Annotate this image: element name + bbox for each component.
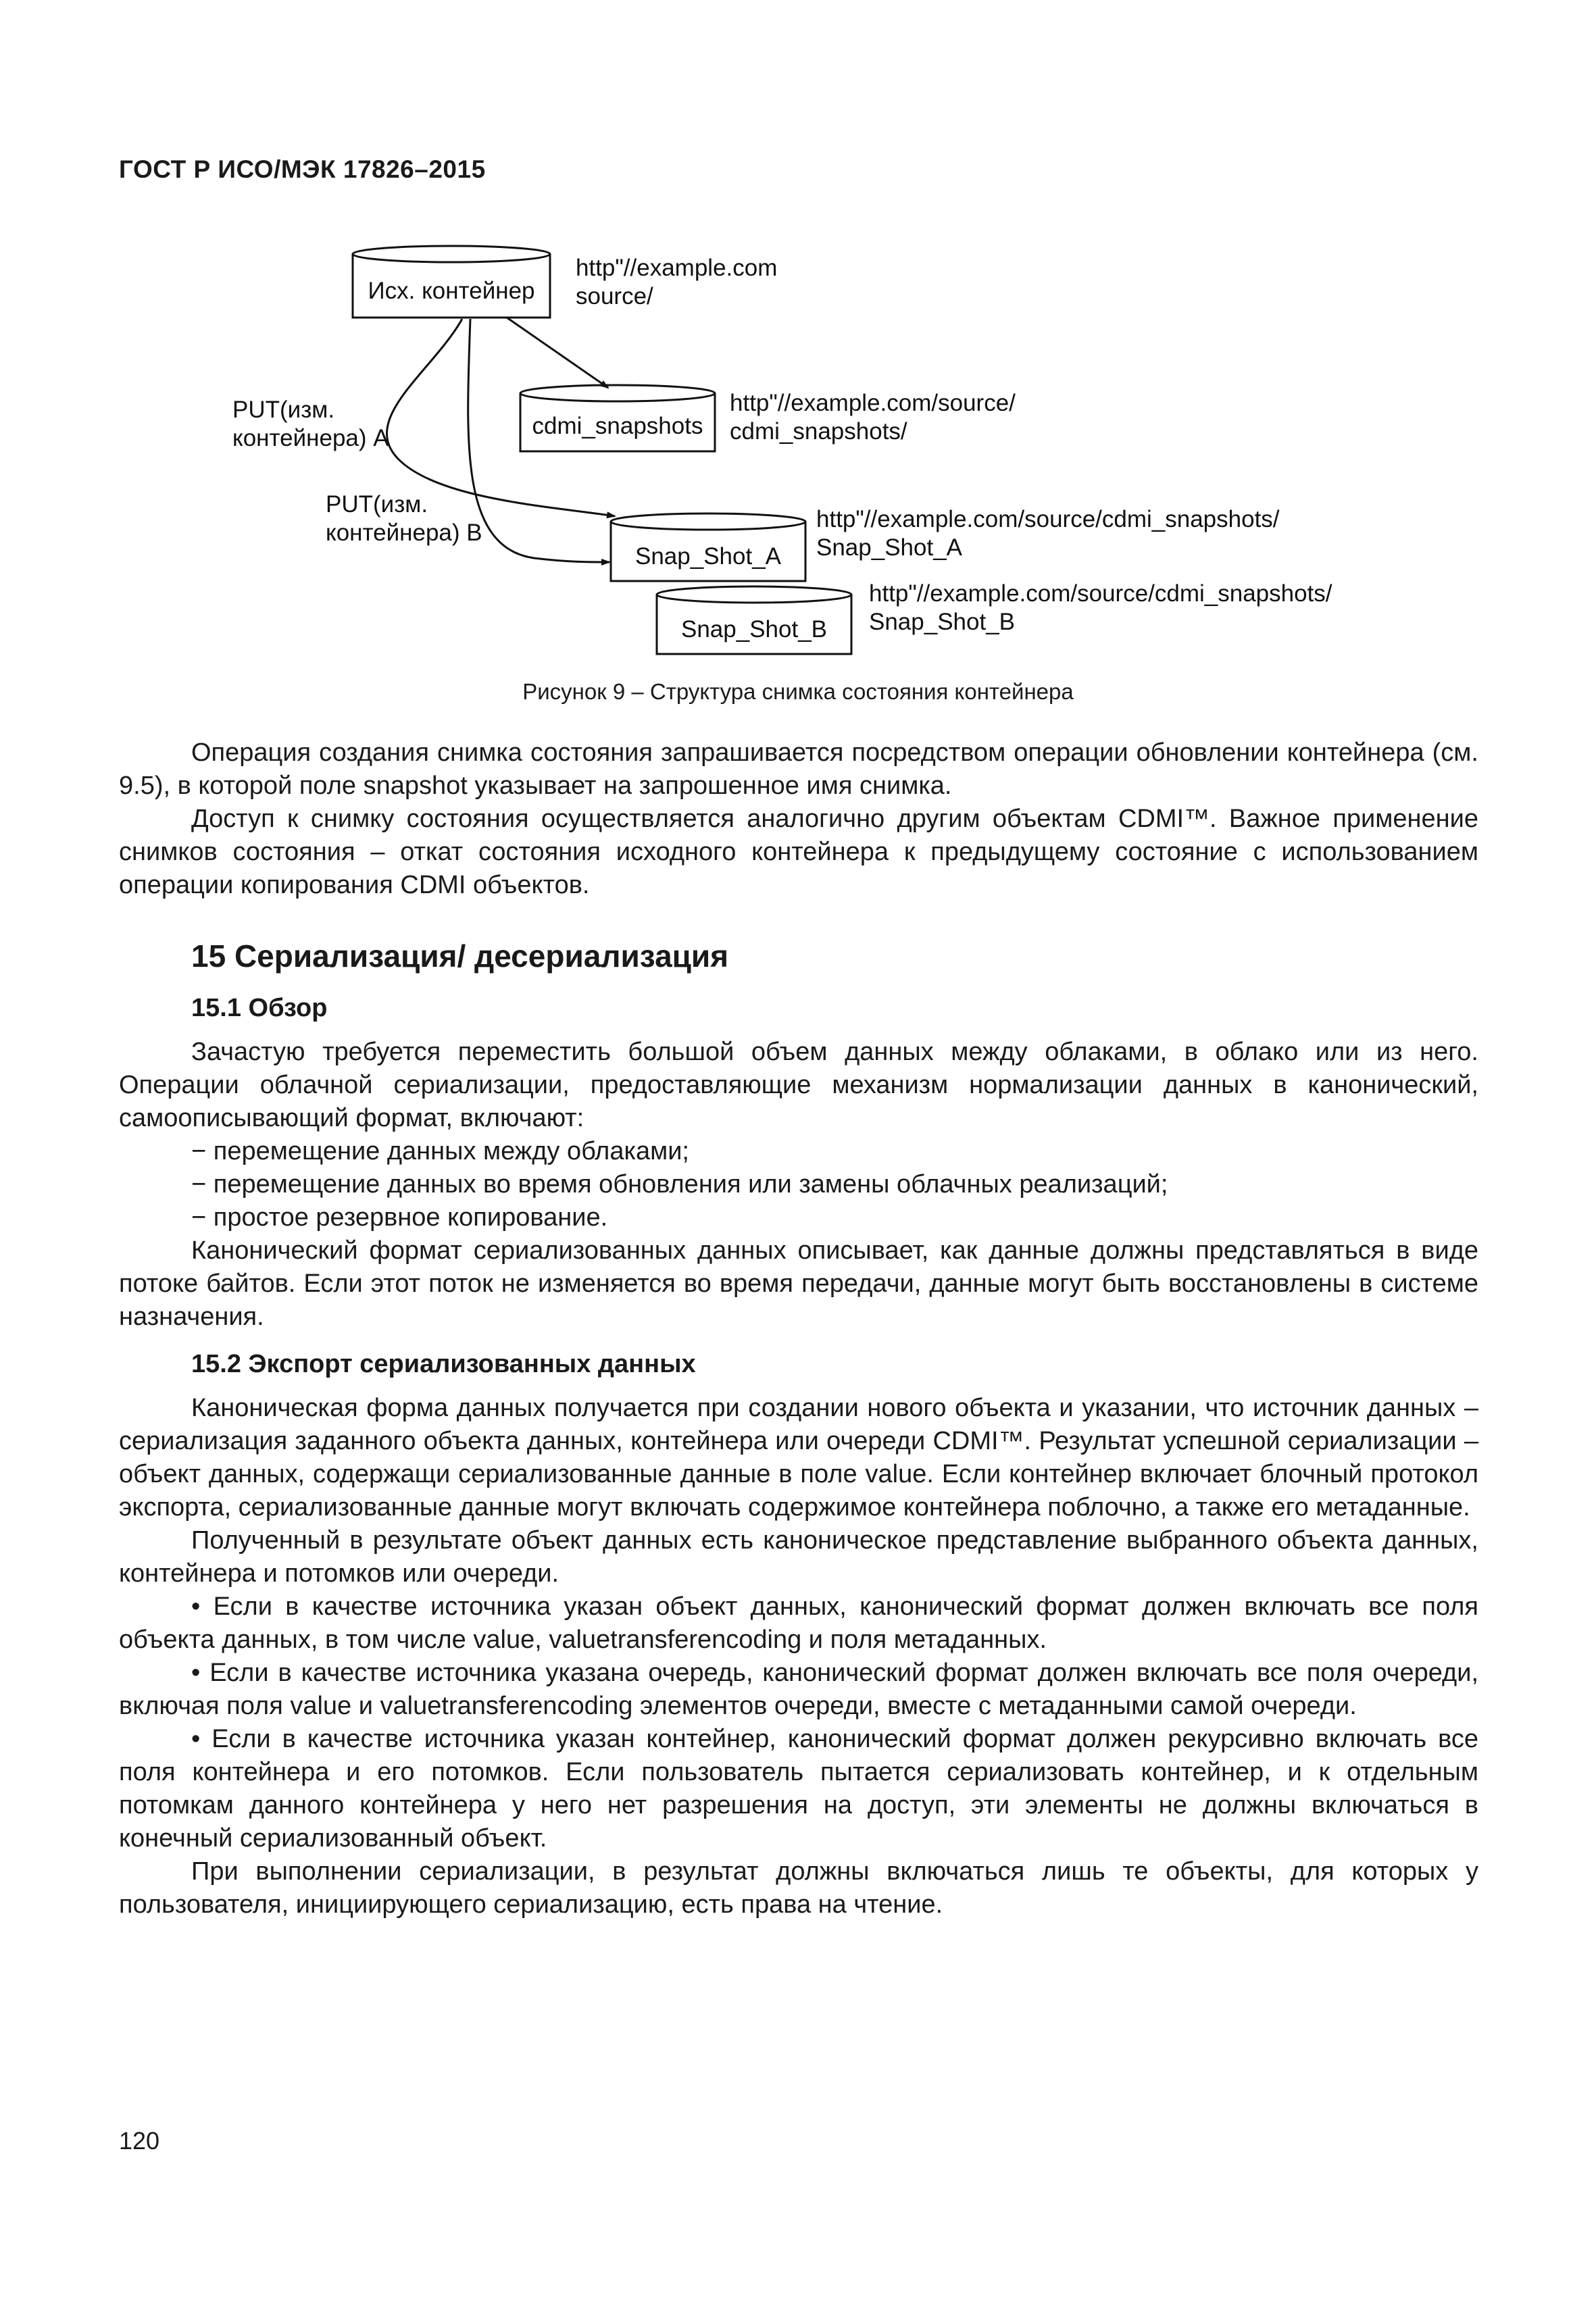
list-item: − перемещение данных во время обновления или замены облачных реализаций; — [191, 1170, 1168, 1199]
snapshot-diagram — [0, 236, 1596, 669]
bullet-paragraph: • Если в качестве источника указан объект данных, канонический формат должен включать все поля объекта данных, в том числе value, valuetransferencoding и поля метаданных. — [119, 1592, 1478, 1654]
source-url-line1: http"//example.com — [576, 255, 778, 281]
document-body — [119, 736, 1478, 1921]
paragraph: Зачастую требуется переместить большой объем данных между облаками, в облако или из него. Операции облачной сериализации, предоставляющие механизм нормализации данных в канонический, самоописывающий формат, включают: — [119, 1038, 1478, 1132]
page-number: 120 — [119, 2127, 160, 2155]
paragraph: Доступ к снимку состояния осуществляется аналогично другим объектам CDMI™. Важное применение снимков состояния – откат состояния исходного контейнера к предыдущему состояние с использованием операции копирования CDMI объектов. — [119, 805, 1478, 899]
list-item: − простое резервное копирование. — [191, 1203, 608, 1232]
snapshots-container-label: cdmi_snapshots — [532, 413, 703, 439]
list-item: − перемещение данных между облаками; — [191, 1137, 689, 1165]
snap-shot-b-label: Snap_Shot_B — [680, 616, 828, 643]
snap-a-url-line2: Snap_Shot_A — [816, 534, 963, 561]
snap-b-url-line1: http"//example.com/source/cdmi_snapshots/ — [869, 580, 1332, 607]
subsection-heading: 15.2 Экспорт сериализованных данных — [191, 1350, 696, 1378]
put-b-label-line1: PUT(изм. — [326, 491, 428, 518]
source-container-label: Исх. контейнер — [368, 278, 535, 304]
snap-shot-a-label: Snap_Shot_A — [634, 543, 782, 570]
paragraph: Операция создания снимка состояния запрашивается посредством операции обновлении контейнера (см. 9.5), в которой поле snapshot указывает на запрошенное имя снимка. — [119, 738, 1478, 800]
document-header: ГОСТ Р ИСО/МЭК 17826–2015 — [119, 155, 486, 183]
section-heading: 15 Сериализация/ десериализация — [191, 938, 729, 974]
snap-b-url-line2: Snap_Shot_B — [869, 609, 1016, 635]
dash-list — [119, 1135, 1478, 1234]
subsection-heading: 15.1 Обзор — [191, 994, 328, 1022]
figure-caption: Рисунок 9 – Структура снимка состояния контейнера — [522, 679, 1074, 704]
source-url-line2: source/ — [576, 283, 653, 309]
paragraph: Каноническая форма данных получается при создании нового объекта и указании, что источник данных – сериализация заданного объекта данных, контейнера или очереди CDMI™. Результат успешной сериализации – объект данных, содержащи сериализованные данные в поле value. Если контейнер включает блочный протокол экспорта, сериализованные данные могут включать содержимое контейнера поблочно, а также его метаданные. — [119, 1394, 1478, 1521]
put-a-label-line1: PUT(изм. — [232, 397, 335, 423]
put-b-label-line2: контейнера) B — [326, 520, 482, 546]
snap-shot-b-node — [657, 586, 851, 654]
paragraph: Канонический формат сериализованных данных описывает, как данные должны представляться в виде потоке байтов. Если этот поток не изменяется во время передачи, данные могут быть восстановлены в системе назначения. — [119, 1236, 1478, 1331]
arrow-put-b — [468, 319, 609, 562]
source-container-node — [353, 246, 550, 318]
snapshots-container-node — [520, 385, 715, 451]
snapshots-url-line2: cdmi_snapshots/ — [730, 418, 907, 445]
paragraph: При выполнении сериализации, в результат должны включаться лишь те объекты, для которых у пользователя, инициирующего сериализацию, есть права на чтение. — [119, 1857, 1478, 1919]
bullet-paragraph: • Если в качестве источника указана очередь, канонический формат должен включать все поля очереди, включая поля value и valuetransferencoding элементов очереди, вместе с метаданными самой очереди. — [119, 1659, 1478, 1720]
bullet-paragraph: • Если в качестве источника указан контейнер, канонический формат должен рекурсивно включать все поля контейнера и его потомков. Если пользователь пытается сериализовать контейнер, и к отдельным потомкам данного контейнера у него нет разрешения на доступ, эти элементы не должны включаться в конечный сериализованный объект. — [119, 1725, 1478, 1853]
paragraph: Полученный в результате объект данных есть каноническое представление выбранного объекта данных, контейнера и потомков или очереди. — [119, 1526, 1478, 1588]
put-a-label-line2: контейнера) A — [232, 425, 389, 451]
figure-snapshot-structure — [0, 236, 1596, 669]
snapshots-url-line1: http"//example.com/source/ — [730, 390, 1016, 416]
snap-shot-a-node — [611, 513, 805, 581]
snap-a-url-line1: http"//example.com/source/cdmi_snapshots/ — [816, 506, 1280, 532]
arrow-source-to-snapshots — [507, 318, 608, 388]
